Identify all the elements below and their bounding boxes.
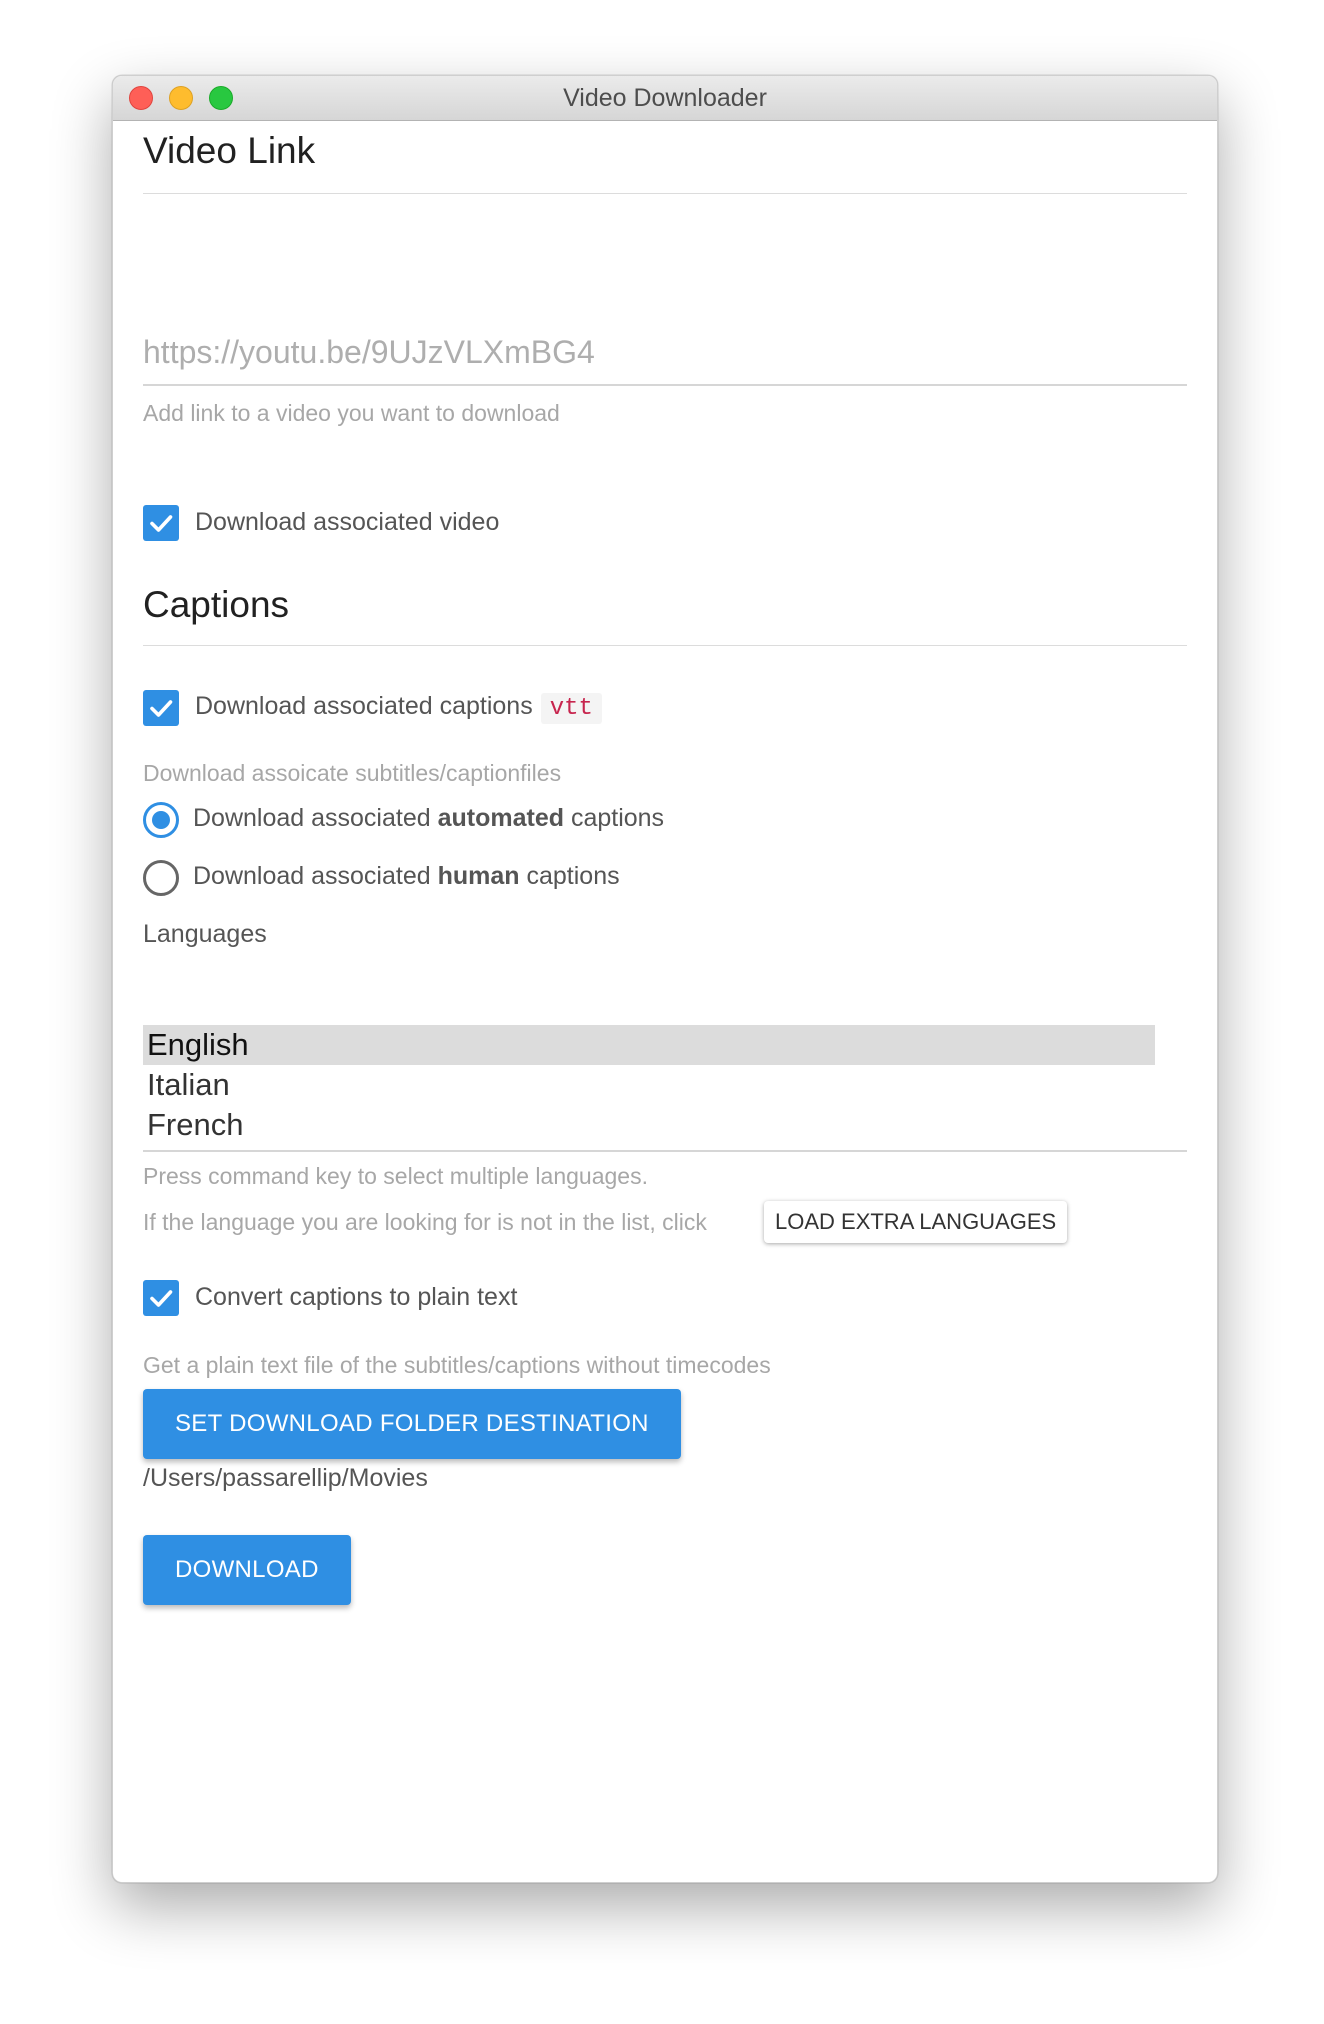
automated-captions-prefix: Download associated <box>193 804 438 832</box>
language-option-french[interactable]: French <box>147 1107 244 1142</box>
main-content <box>143 120 1187 1880</box>
captions-divider <box>143 645 1187 646</box>
window-title: Video Downloader <box>563 84 767 112</box>
plain-text-label[interactable]: Convert captions to plain text <box>195 1283 518 1311</box>
download-folder-path: /Users/passarellip/Movies <box>143 1464 428 1492</box>
captions-helper: Download assoicate subtitles/captionfiles <box>143 760 562 786</box>
download-video-label[interactable]: Download associated video <box>195 508 500 536</box>
checkmark-icon <box>147 1284 175 1312</box>
video-url-input[interactable] <box>143 320 1187 386</box>
download-captions-checkbox[interactable] <box>143 690 179 726</box>
extra-languages-text: If the language you are looking for is not in the list, click <box>143 1209 707 1235</box>
language-option-english[interactable]: English <box>143 1025 1155 1065</box>
plain-text-checkbox[interactable] <box>143 1280 179 1316</box>
languages-helper: Press command key to select multiple languages. <box>143 1163 648 1189</box>
checkmark-icon <box>147 694 175 722</box>
title-bar[interactable] <box>113 76 1217 121</box>
video-link-heading: Video Link <box>143 130 316 171</box>
human-captions-suffix: captions <box>519 862 620 890</box>
plain-text-helper: Get a plain text file of the subtitles/captions without timecodes <box>143 1352 771 1378</box>
set-download-folder-button[interactable]: SET DOWNLOAD FOLDER DESTINATION <box>143 1389 681 1459</box>
automated-captions-bold: automated <box>437 804 564 832</box>
language-option-italian[interactable]: Italian <box>147 1067 230 1102</box>
automated-captions-label[interactable] <box>193 804 664 833</box>
download-video-checkbox[interactable] <box>143 505 179 541</box>
download-captions-label-row[interactable] <box>195 692 602 724</box>
human-captions-label[interactable] <box>193 862 620 891</box>
languages-label: Languages <box>143 920 267 948</box>
human-captions-prefix: Download associated <box>193 862 438 890</box>
automated-captions-suffix: captions <box>564 804 665 832</box>
checkmark-icon <box>147 509 175 537</box>
languages-listbox[interactable] <box>143 980 1187 1152</box>
video-url-helper: Add link to a video you want to download <box>143 400 560 426</box>
captions-heading: Captions <box>143 584 290 625</box>
video-link-divider <box>143 193 1187 194</box>
captions-format-badge: vtt <box>541 693 602 724</box>
load-extra-languages-button[interactable]: LOAD EXTRA LANGUAGES <box>764 1201 1067 1243</box>
human-captions-bold: human <box>437 862 520 890</box>
download-button[interactable]: DOWNLOAD <box>143 1535 351 1605</box>
download-captions-label: Download associated captions <box>195 692 533 720</box>
app-window <box>112 75 1218 1883</box>
human-captions-radio[interactable] <box>143 860 179 896</box>
automated-captions-radio[interactable] <box>143 802 179 838</box>
